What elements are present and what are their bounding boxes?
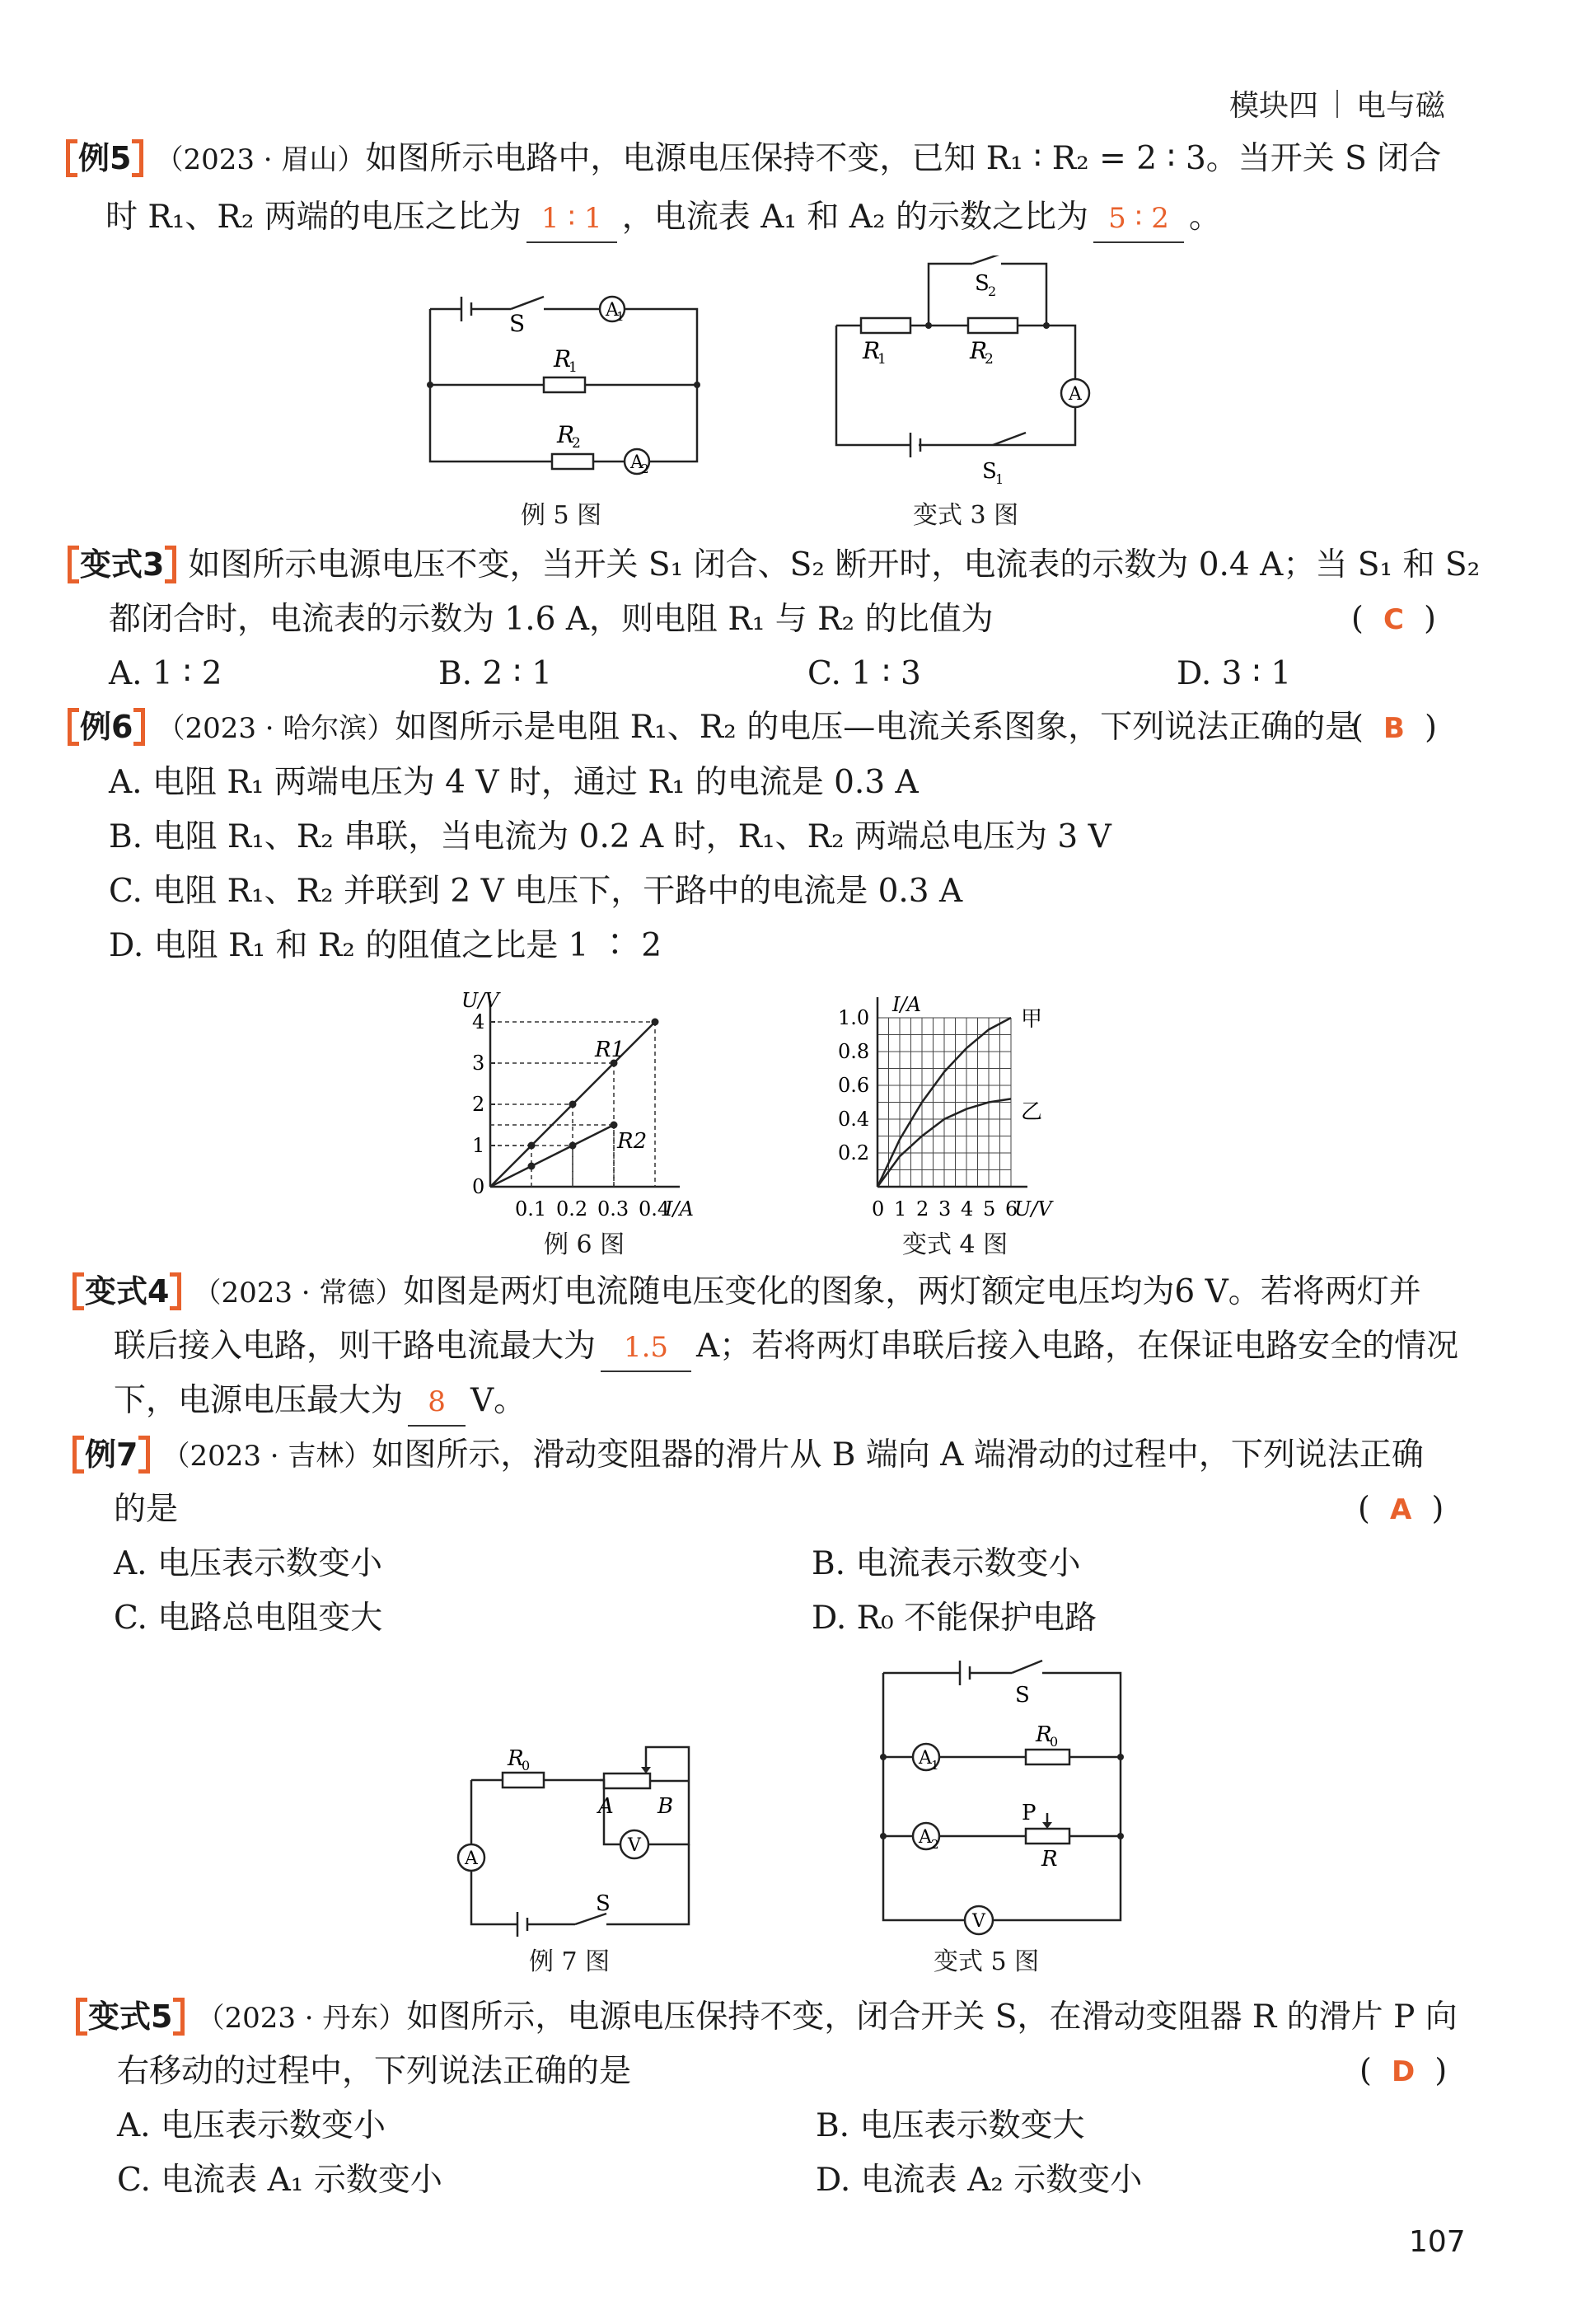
ex6-line1: 例6 （2023 · 哈尔滨）如图所示是电阻 R₁、R₂ 的电压—电流关系图象，下列说法正确的是: [68, 705, 1357, 752]
fig-ex7-s: S: [596, 1891, 611, 1916]
fig-var5-a1: A: [919, 1748, 932, 1769]
x-tick-label: 0.3: [597, 1197, 629, 1221]
var3-tag: 变式3: [68, 546, 176, 583]
ex7-tag: 例7: [73, 1436, 150, 1474]
ex5-answer2: 5 ∶ 2: [1093, 195, 1184, 243]
fig-var5-r: R: [1041, 1847, 1058, 1872]
series-label-甲: 甲: [1021, 1007, 1043, 1032]
fig-var3-caption: 变式 3 图: [913, 501, 1019, 530]
ex5-tag: 例5: [66, 139, 143, 177]
fig-ex7-circuit: [452, 1731, 699, 1945]
y-tick-label: 4: [472, 1010, 485, 1033]
y-tick-label: 3: [472, 1052, 485, 1075]
ex7-line1: 例7 （2023 · 吉林）如图所示，滑动变阻器的滑片从 B 端向 A 端滑动的过程中，下列说法正确: [73, 1432, 1424, 1479]
data-point-R2: [569, 1142, 577, 1150]
ex7-opt-c: C. 电路总电阻变大: [114, 1600, 383, 1637]
chart-ex6: [449, 985, 721, 1232]
fig-ex5-a1: A: [606, 300, 619, 321]
fig-var5-circuit: [873, 1656, 1137, 1937]
x-tick-label: 0.2: [556, 1197, 588, 1221]
ex7-opt-b: B. 电流表示数变小: [812, 1545, 1081, 1582]
fig-ex5-caption: 例 5 图: [521, 501, 602, 530]
y-axis-label: U/V: [461, 989, 499, 1012]
svg-text:2: 2: [985, 351, 994, 368]
var5-opt-b: B. 电压表示数变大: [816, 2107, 1085, 2144]
y-tick-label: 0.2: [838, 1141, 870, 1164]
topic-label: 电与磁: [1355, 89, 1445, 123]
fig-ex5-r1: R: [554, 345, 572, 372]
data-point-R2: [528, 1163, 536, 1170]
var3-opt-c: C. 1 ∶ 3: [807, 655, 921, 692]
svg-text:2: 2: [931, 1837, 939, 1852]
var4-tag: 变式4: [73, 1272, 181, 1310]
svg-text:1: 1: [995, 471, 1004, 487]
var4-line1: 变式4 （2023 · 常德）如图是两灯电流随电压变化的图象，两灯额定电压均为6 V。若将两灯并: [73, 1269, 1421, 1316]
fig-ex7-caption: 例 7 图: [529, 1947, 611, 1976]
svg-text:2: 2: [988, 283, 997, 299]
ex5-line1: [66, 136, 1441, 183]
x-tick-label: 0.4: [639, 1197, 671, 1221]
page-number: 107: [1409, 2225, 1466, 2259]
var3-opt-b: B. 2 ∶ 1: [438, 655, 553, 692]
fig-ex7-a-end: A: [598, 1794, 614, 1819]
y-tick-label: 0.8: [838, 1040, 870, 1063]
x-tick-label: 4: [961, 1197, 974, 1221]
svg-text:0: 0: [522, 1758, 531, 1773]
fig-var5-p: P: [1022, 1801, 1037, 1825]
y-tick-label: 1.0: [838, 1006, 870, 1029]
x-axis-label: U/V: [1014, 1197, 1052, 1221]
fig-ex7-ammeter: A: [465, 1848, 478, 1869]
ex5-line2: 时 R₁、R₂ 两端的电压之比为 1 ∶ 1 ，电流表 A₁ 和 A₂ 的示数之比为 5 ∶ 2 。: [105, 194, 1221, 243]
ex6-tag: 例6: [68, 708, 145, 746]
ex6-opt-b: B. 电阻 R₁、R₂ 串联，当电流为 0.2 A 时，R₁、R₂ 两端总电压为 3 V: [109, 818, 1111, 855]
fig-var5-caption: 变式 5 图: [934, 1947, 1040, 1976]
var5-opt-c: C. 电流表 A₁ 示数变小: [117, 2162, 442, 2199]
fig-var3-r1: R: [863, 337, 881, 364]
chart-var4-caption: 变式 4 图: [902, 1230, 1008, 1259]
fig-var5-s: S: [1015, 1683, 1030, 1708]
svg-text:1: 1: [616, 309, 625, 324]
x-tick-label: 5: [983, 1197, 996, 1221]
svg-text:1: 1: [877, 351, 887, 368]
var3-opt-a: A. 1 ∶ 2: [109, 655, 222, 692]
var5-opt-a: A. 电压表示数变小: [117, 2107, 386, 2144]
x-tick-label: 1: [894, 1197, 907, 1221]
fig-ex7-voltmeter: V: [628, 1835, 641, 1856]
data-point-R1: [569, 1101, 577, 1108]
svg-text:1: 1: [569, 359, 578, 376]
fig-ex5-s: S: [509, 310, 526, 337]
x-tick-label: 6: [1005, 1197, 1018, 1221]
fig-var5-a2: A: [919, 1827, 932, 1848]
svg-text:2: 2: [572, 435, 581, 452]
ex7-answer-paren: ( A ): [1358, 1490, 1444, 1526]
y-tick-label: 1: [472, 1134, 485, 1157]
fig-ex5-a2: A: [630, 452, 643, 473]
fig-ex7-r0: R: [508, 1746, 524, 1771]
svg-text:1: 1: [931, 1758, 939, 1773]
data-point-R1: [652, 1019, 659, 1026]
var3-line1: 变式3 如图所示电源电压不变，当开关 S₁ 闭合、S₂ 断开时，电流表的示数为 0.4 A；当 S₁ 和 S₂: [68, 542, 1480, 588]
ex7-opt-d: D. R₀ 不能保护电路: [812, 1600, 1097, 1637]
chart-var4: [832, 981, 1104, 1228]
x-axis-label: I/A: [665, 1197, 694, 1221]
fig-var5-r0: R: [1036, 1722, 1052, 1747]
var5-opt-d: D. 电流表 A₂ 示数变小: [816, 2162, 1143, 2199]
fig-ex5-r2: R: [557, 421, 575, 448]
var5-tag: 变式5: [76, 1998, 185, 2036]
ex5-answer1: 1 ∶ 1: [526, 195, 617, 243]
series-label-乙: 乙: [1021, 1099, 1043, 1125]
x-tick-label: 2: [916, 1197, 929, 1221]
var5-line2: 右移动的过程中，下列说法正确的是: [117, 2053, 632, 2090]
x-tick-label: 0.1: [515, 1197, 547, 1221]
fig-var3-r2: R: [970, 337, 988, 364]
series-label-R2: R2: [617, 1129, 648, 1154]
running-header: [1229, 82, 1445, 124]
var3-line2: 都闭合时，电流表的示数为 1.6 A，则电阻 R₁ 与 R₂ 的比值为: [109, 601, 994, 638]
ex5-stem1: 如图所示电路中，电源电压保持不变，已知 R₁ ∶ R₂ = 2 ∶ 3。当开关 S 闭合: [365, 140, 1442, 177]
y-tick-label: 0: [472, 1175, 485, 1198]
y-tick-label: 0.6: [838, 1074, 870, 1097]
series-label-R1: R1: [595, 1038, 625, 1062]
var4-answer2: 8: [408, 1379, 466, 1427]
data-point-R1: [528, 1142, 536, 1150]
ex6-opt-a: A. 电阻 R₁ 两端电压为 4 V 时，通过 R₁ 的电流是 0.3 A: [109, 764, 919, 801]
ex7-line2: 的是: [114, 1491, 179, 1528]
var4-answer1: 1.5: [601, 1324, 691, 1372]
ex6-opt-c: C. 电阻 R₁、R₂ 并联到 2 V 电压下，干路中的电流是 0.3 A: [109, 873, 963, 910]
data-point-R2: [611, 1122, 618, 1129]
fig-var3-s2: S: [975, 271, 990, 296]
module-label: 模块四: [1228, 89, 1318, 123]
var5-line1: 变式5 （2023 · 丹东）如图所示，电源电压保持不变，闭合开关 S，在滑动变阻器 R 的滑片 P 向: [76, 1994, 1458, 2041]
x-tick-label: 0: [872, 1197, 885, 1221]
var3-opt-d: D. 3 ∶ 1: [1177, 655, 1292, 692]
header-divider: [1336, 90, 1338, 118]
chart-ex6-caption: 例 6 图: [544, 1230, 625, 1259]
ex6-opt-d: D. 电阻 R₁ 和 R₂ 的阻值之比是 1 ∶ 2: [109, 927, 662, 964]
fig-ex5-circuit: [412, 272, 725, 519]
svg-text:0: 0: [1050, 1734, 1059, 1750]
series-line-R2: [490, 1125, 614, 1187]
var4-line2: 联后接入电路，则干路电流最大为 1.5 A；若将两灯串联后接入电路，在保证电路安全的情况: [114, 1324, 1458, 1372]
fig-var3-a: A: [1069, 384, 1082, 405]
fig-var3-s1: S: [982, 459, 997, 484]
var4-line3: 下，电源电压最大为 8 V。: [114, 1378, 526, 1427]
y-tick-label: 2: [472, 1093, 485, 1116]
svg-text:2: 2: [641, 462, 649, 476]
var3-answer-paren: ( C ): [1351, 600, 1436, 636]
fig-var5-v: V: [972, 1911, 985, 1932]
y-tick-label: 0.4: [838, 1108, 870, 1131]
ex7-opt-a: A. 电压表示数变小: [114, 1545, 382, 1582]
fig-ex7-b-end: B: [657, 1794, 674, 1819]
x-tick-label: 3: [938, 1197, 952, 1221]
ex5-source: （2023 · 眉山）: [155, 143, 366, 176]
var5-answer-paren: ( D ): [1359, 2052, 1448, 2088]
fig-var3-circuit: [820, 255, 1116, 494]
ex6-answer-paren: ( B ): [1351, 709, 1437, 745]
y-axis-label: I/A: [892, 993, 921, 1016]
